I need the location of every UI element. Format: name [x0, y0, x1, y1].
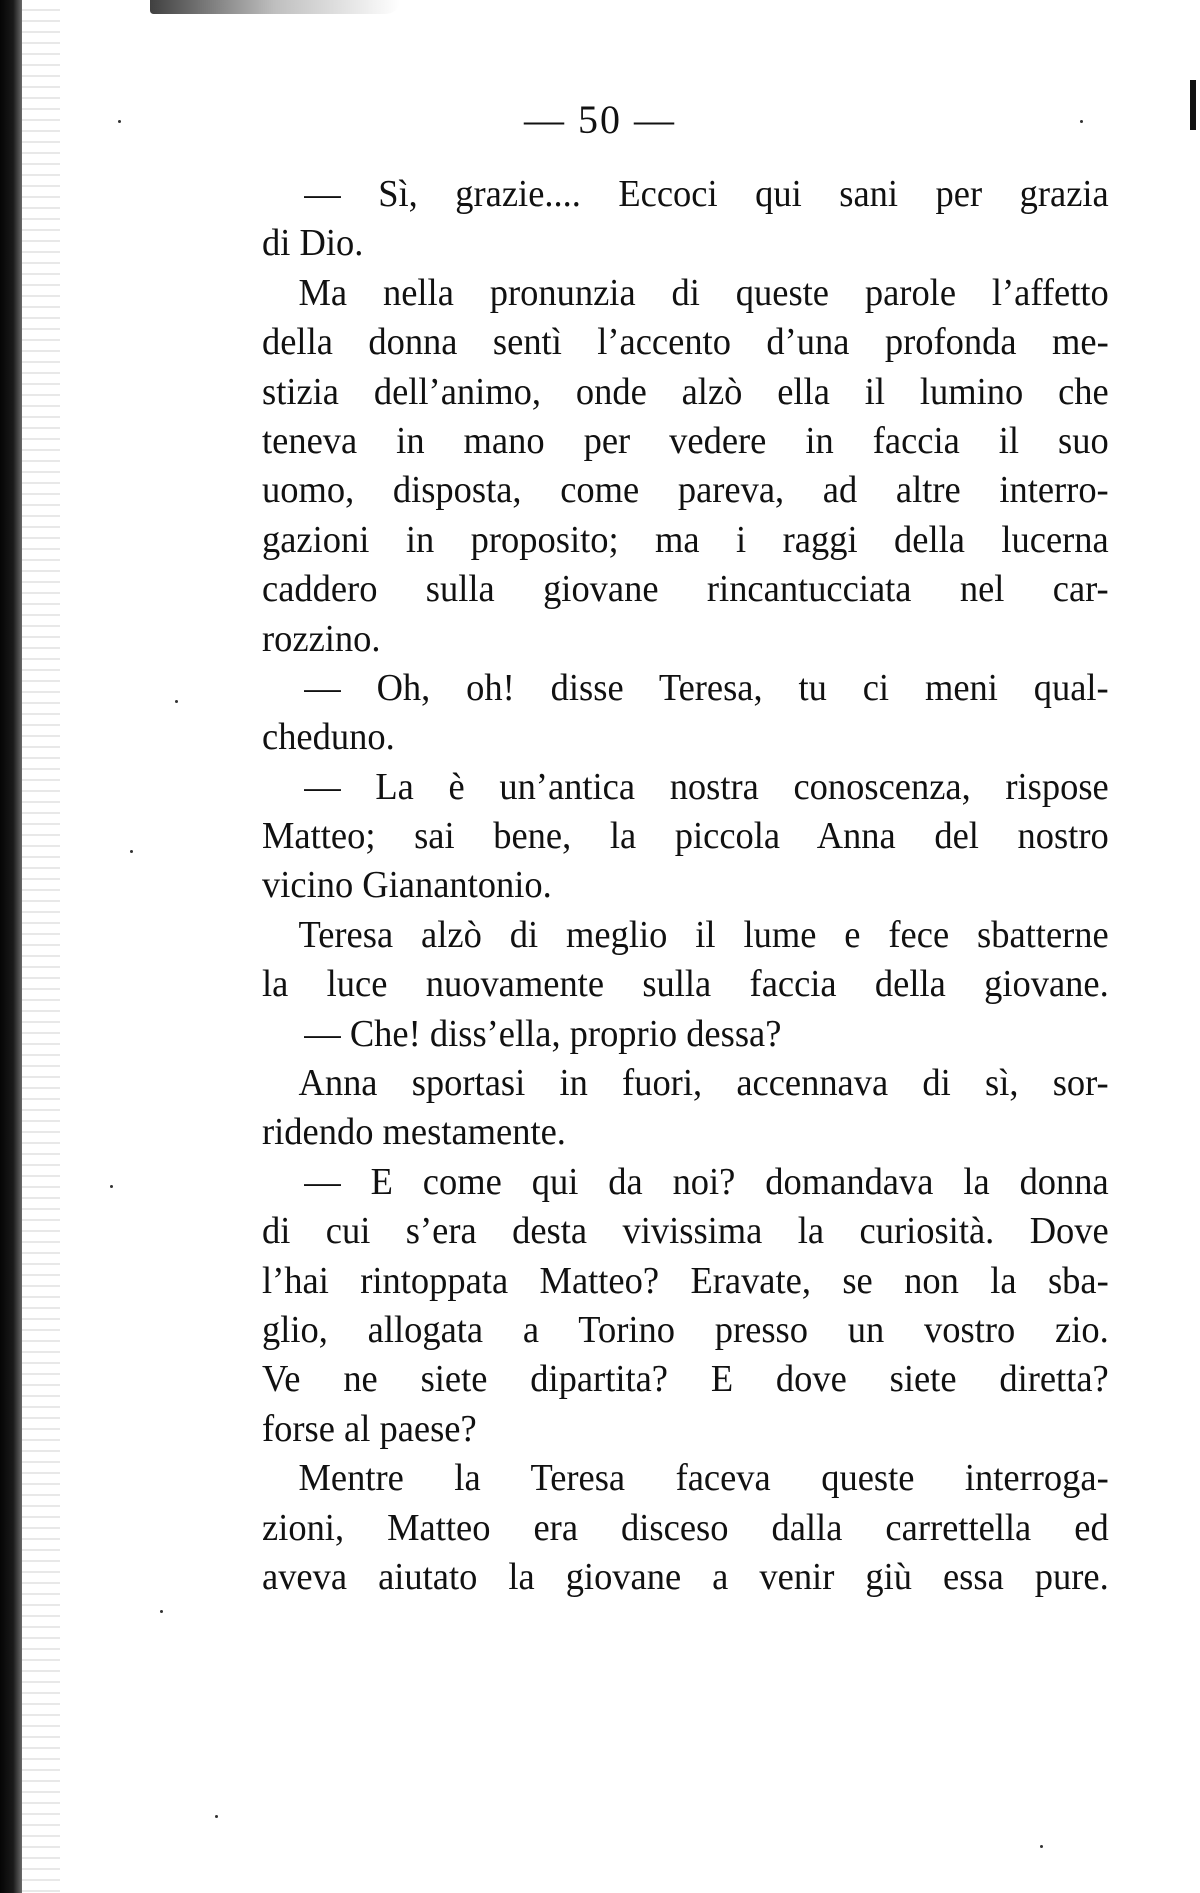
text-line: di cui s’era desta vivissima la curiosità. Dove [262, 1210, 1109, 1253]
text-line: ridendo mestamente. [262, 1111, 566, 1154]
text-line: — Oh, oh! disse Teresa, tu ci meni qual- [304, 666, 1109, 709]
text-line: Matteo; sai bene, la piccola Anna del nostro [262, 815, 1109, 858]
text-line: della donna sentì l’accento d’una profonda me- [262, 321, 1109, 364]
text-line: stizia dell’animo, onde alzò ella il lumino che [262, 370, 1109, 413]
text-line: uomo, disposta, come pareva, ad altre interro- [262, 469, 1109, 512]
text-line: vicino Gianantonio. [262, 864, 552, 907]
ink-smudge [150, 0, 400, 14]
text-line: caddero sulla giovane rincantucciata nel car- [262, 568, 1109, 611]
body-text [262, 170, 1144, 1602]
text-line: la luce nuovamente sulla faccia della giovane. [262, 963, 1109, 1006]
text-line: Teresa alzò di meglio il lume e fece sbatterne [298, 913, 1109, 956]
binding-edge [0, 0, 22, 1893]
scan-speck [1040, 1845, 1043, 1848]
text-line: gazioni in proposito; ma i raggi della lucerna [262, 518, 1109, 561]
text-line: Mentre la Teresa faceva queste interroga- [298, 1457, 1109, 1500]
text-line: — Che! diss’ella, proprio dessa? [304, 1012, 782, 1055]
text-line: forse al paese? [262, 1407, 477, 1450]
scan-speck [130, 850, 133, 853]
text-line: aveva aiutato la giovane a venir giù essa pure. [262, 1555, 1109, 1598]
scan-speck [110, 1185, 113, 1188]
text-line: zioni, Matteo era disceso dalla carrettella ed [262, 1506, 1109, 1549]
scan-speck [1080, 120, 1083, 123]
scan-speck [175, 700, 178, 703]
text-line: l’hai rintoppata Matteo? Eravate, se non la sba- [262, 1259, 1109, 1302]
scan-speck [160, 1610, 163, 1613]
text-line: di Dio. [262, 222, 364, 265]
scan-speck [118, 120, 121, 123]
text-line: — La è un’antica nostra conoscenza, rispose [304, 765, 1109, 808]
page-number: — 50 — [524, 97, 676, 142]
text-line: Anna sportasi in fuori, accennava di sì, sor- [298, 1062, 1109, 1105]
text-line: glio, allogata a Torino presso un vostro zio. [262, 1308, 1109, 1351]
text-line: Ma nella pronunzia di queste parole l’affetto [298, 271, 1109, 314]
text-line: rozzino. [262, 617, 381, 660]
text-line: Ve ne siete dipartita? E dove siete diretta? [262, 1358, 1109, 1401]
text-line: — Sì, grazie.... Eccoci qui sani per grazia [304, 173, 1109, 215]
text-line: teneva in mano per vedere in faccia il suo [262, 419, 1109, 462]
scan-speck [215, 1815, 218, 1818]
binding-shadow [22, 0, 60, 1893]
text-line: cheduno. [262, 716, 395, 759]
text-line: — E come qui da noi? domandava la donna [304, 1160, 1109, 1203]
